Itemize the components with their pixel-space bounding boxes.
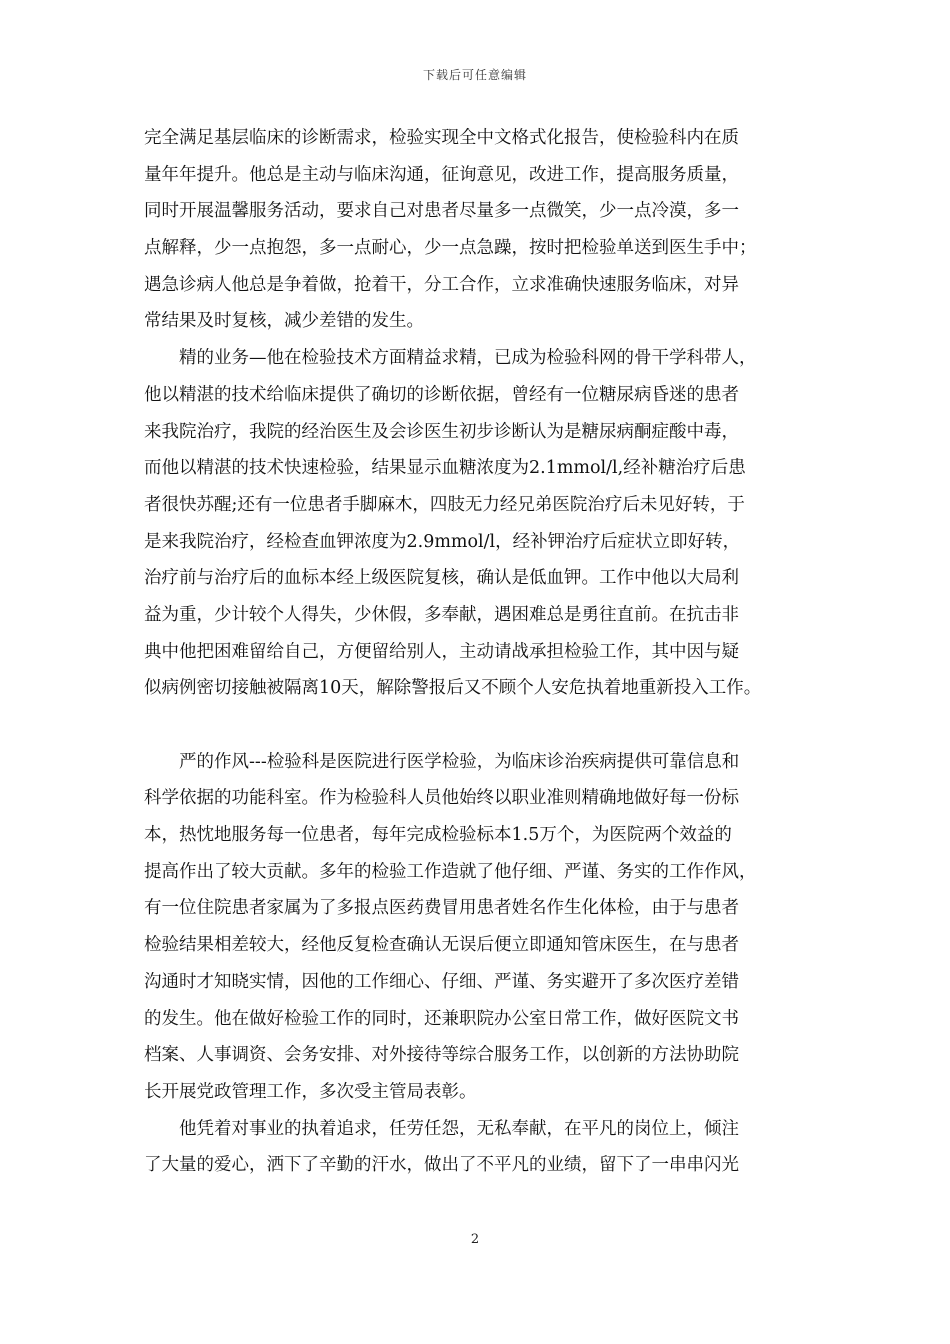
text-line: 提高作出了较大贡献。多年的检验工作造就了他仔细、严谨、务实的工作作风， bbox=[144, 861, 757, 882]
text-line: 治疗前与治疗后的血标本经上级医院复核，确认是低血钾。工作中他以大局利 bbox=[144, 568, 739, 589]
text-line: 典中他把困难留给自己，方便留给别人，主动请战承担检验工作，其中因与疑 bbox=[144, 641, 739, 662]
paragraph bbox=[144, 1111, 824, 1184]
paragraph bbox=[144, 744, 824, 1111]
document-body bbox=[144, 120, 824, 1184]
text-line: 档案、人事调资、会务安排、对外接待等综合服务工作，以创新的方法协助院 bbox=[144, 1045, 739, 1066]
page-header: 下载后可任意编辑 bbox=[422, 68, 527, 82]
text-line: 是来我院治疗，经检查血钾浓度为2.9mmol/l，经补钾治疗后症状立即好转， bbox=[144, 531, 741, 552]
text-line: 完全满足基层临床的诊断需求，检验实现全中文格式化报告，使检验科内在质 bbox=[144, 128, 739, 148]
text-line: 遇急诊病人他总是争着做，抢着干，分工合作，立求准确快速服务临床，对异 bbox=[144, 274, 739, 295]
text-line: 同时开展温馨服务活动，要求自己对患者尽量多一点微笑，少一点冷漠，多一 bbox=[144, 201, 739, 222]
text-line: 检验结果相差较大，经他反复检查确认无误后便立即通知管床医生，在与患者 bbox=[144, 935, 739, 956]
text-line: 科学依据的功能科室。作为检验科人员他始终以职业准则精确地做好每一份标 bbox=[144, 788, 739, 809]
text-line: 他以精湛的技术给临床提供了确切的诊断依据，曾经有一位糖尿病昏迷的患者 bbox=[144, 384, 739, 405]
text-line: 的发生。他在做好检验工作的同时，还兼职院办公室日常工作，做好医院文书 bbox=[144, 1008, 739, 1029]
text-line: 了大量的爱心，洒下了辛勤的汗水，做出了不平凡的业绩，留下了一串串闪光 bbox=[144, 1155, 739, 1176]
text-line: 似病例密切接触被隔离10天，解除警报后又不顾个人安危执着地重新投入工作。 bbox=[144, 678, 762, 699]
text-line: 者很快苏醒;还有一位患者手脚麻木，四肢无力经兄弟医院治疗后未见好转，于 bbox=[144, 494, 745, 515]
text-line: 来我院治疗，我院的经治医生及会诊医生初步诊断认为是糖尿病酮症酸中毒， bbox=[144, 421, 739, 442]
page-number: 2 bbox=[470, 1232, 480, 1247]
text-line: 沟通时才知晓实情，因他的工作细心、仔细、严谨、务实避开了多次医疗差错 bbox=[144, 971, 739, 992]
text-line: 常结果及时复核，减少差错的发生。 bbox=[144, 311, 424, 332]
text-line: 本，热忱地服务每一位患者，每年完成检验标本1.5万个，为医院两个效益的 bbox=[144, 825, 732, 846]
text-line: 他凭着对事业的执着追求，任劳任怨，无私奉献，在平凡的岗位上，倾注 bbox=[179, 1118, 739, 1139]
text-line: 量年年提升。他总是主动与临床沟通，征询意见，改进工作，提高服务质量， bbox=[144, 164, 739, 185]
text-line: 有一位住院患者家属为了多报点医药费冒用患者姓名作生化体检，由于与患者 bbox=[144, 898, 739, 919]
paragraph bbox=[144, 340, 824, 707]
text-line: 益为重，少计较个人得失，少休假，多奉献，遇困难总是勇往直前。在抗击非 bbox=[144, 604, 739, 625]
paragraph bbox=[144, 120, 824, 340]
text-line: 长开展党政管理工作，多次受主管局表彰。 bbox=[144, 1081, 477, 1102]
text-line: 严的作风---检验科是医院进行医学检验，为临床诊治疾病提供可靠信息和 bbox=[179, 751, 740, 772]
paragraph-spacer bbox=[144, 707, 824, 744]
text-line: 点解释，少一点抱怨，多一点耐心，少一点急躁，按时把检验单送到医生手中； bbox=[144, 238, 757, 259]
text-line: 精的业务—他在检验技术方面精益求精，已成为检验科网的骨干学科带人， bbox=[179, 348, 757, 369]
text-line: 而他以精湛的技术快速检验，结果显示血糖浓度为2.1mmol/l,经补糖治疗后患 bbox=[144, 458, 746, 479]
